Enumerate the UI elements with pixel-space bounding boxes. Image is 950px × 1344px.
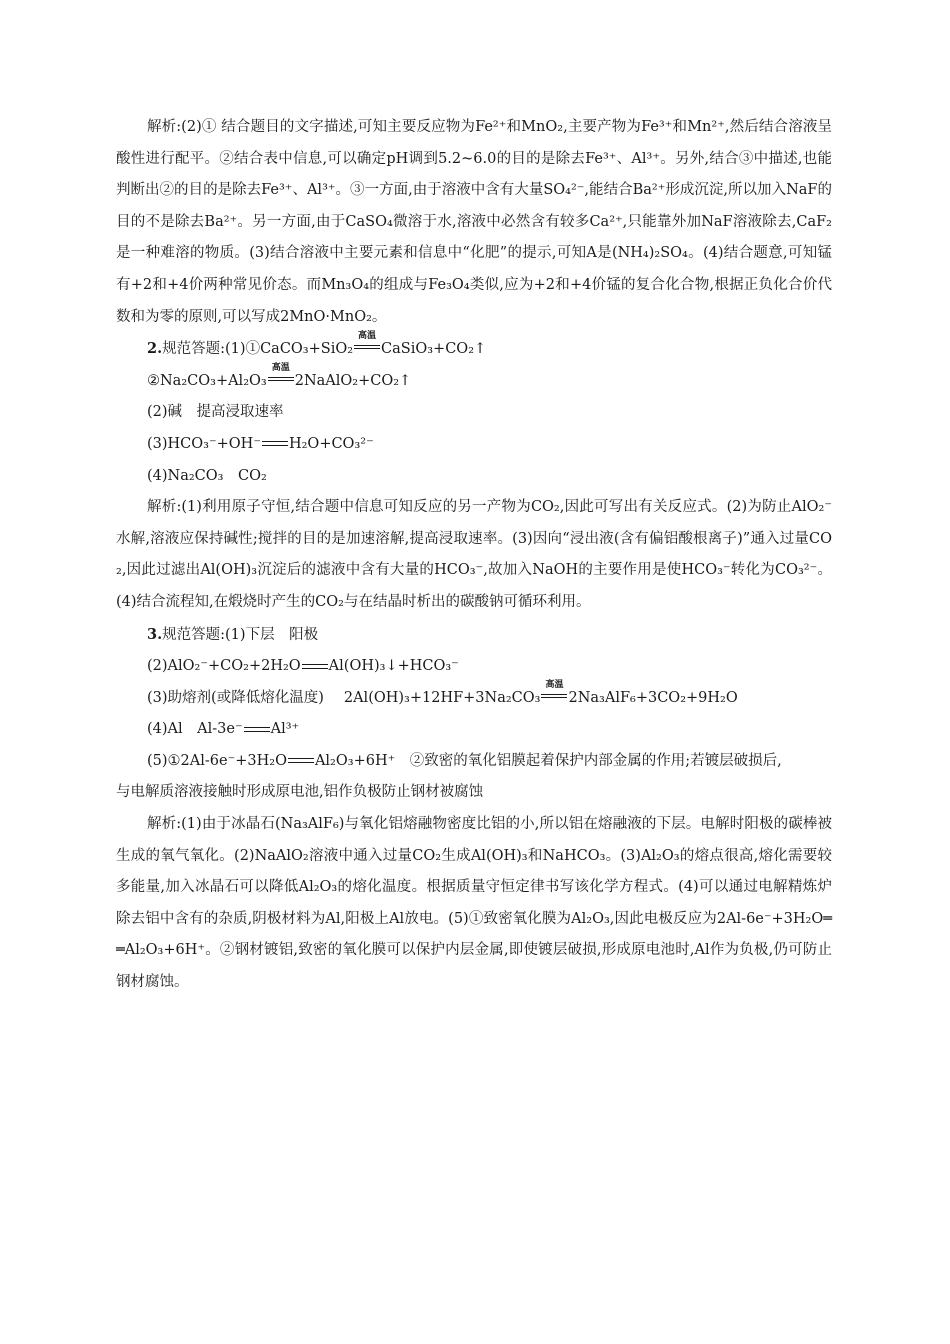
q2-answer-4: (4)Na₂CO₃ CO₂ [147,467,267,484]
q3-answer-5-continued: 与电解质溶液接触时形成原电池,铝作负极防止钢材被腐蚀 [116,784,484,801]
q3-a3-eq-right: 2Na₃AlF₆+3CO₂+9H₂O [568,689,738,706]
q2-a3-left: (3)HCO₃⁻+OH⁻ [147,435,261,452]
equals-sign [262,441,288,446]
q2-answer-1 [116,333,832,366]
condition-label: 高温 [545,679,564,690]
q3-a5-left: (5)①2Al-6e⁻+3H₂O [147,752,287,769]
answer-content [116,112,832,999]
equals-sign [288,758,314,763]
q3-analysis: 解析:(1)由于冰晶石(Na₃AlF₆)与氧化铝熔融物密度比铝的小,所以铝在熔融液的下层。电解时阳极的碳棒被生成的氧气氧化。(2)NaAlO₂溶液中通入过量CO₂生成Al(OH)₃和NaHCO₃。(3)Al₂O₃的熔点很高,熔化需要较多能量,加入冰晶石可以降低Al₂O₃的熔化温度。根据质量守恒定律书写该化学方程式。(4)可以通过电解精炼炉除去铝中含有的杂质,阴极材料为Al,阳极上Al放电。(5)①致密氧化膜为Al₂O₃,因此电极反应为2Al-6e⁻+3H₂O══Al₂O₃+6H⁺。②钢材镀铝,致密的氧化膜可以保护内层金属,即使镀层破损,形成原电池时,Al作为负极,仍可防止钢材腐蚀。 [116,816,832,991]
q3-answer-2 [116,651,832,683]
analysis-paragraph-1: 解析:(2)① 结合题目的文字描述,可知主要反应物为Fe²⁺和MnO₂,主要产物为Fe³⁺和Mn²⁺,然后结合溶液呈酸性进行配平。②结合表中信息,可以确定pH调到5.2~6.0的目的是除去Fe³⁺、Al³⁺。另外,结合③中描述,也能判断出②的目的是除去Fe³⁺、Al³⁺。③一方面,由于溶液中含有大量SO₄²⁻,能结合Ba²⁺形成沉淀,所以加入NaF的目的不是除去Ba²⁺。另一方面,由于CaSO₄微溶于水,溶液中必然含有较多Ca²⁺,只能靠外加NaF溶液除去,CaF₂是一种难溶的物质。(3)结合溶液中主要元素和信息中“化肥”的提示,可知A是(NH₄)₂SO₄。(4)结合题意,可知锰有+2和+4价两种常见价态。而Mn₃O₄的组成与Fe₃O₄类似,应为+2和+4价锰的复合化合物,根据正负化合价代数和为零的原则,可以写成2MnO·MnO₂。 [116,119,832,325]
q2-eq1-right: CaSiO₃+CO₂↑ [381,341,487,358]
q3-a3-text: (3)助熔剂(或降低熔化温度) [147,689,324,706]
q2-eq1-left: CaCO₃+SiO₂ [260,341,354,358]
reaction-condition-arrow [353,331,381,353]
q2-number: 2. [147,340,163,358]
q3-answer-5 [116,746,832,778]
q3-a4-right: Al³⁺ [270,721,300,738]
q2-answer-1-eq2 [116,362,832,398]
q3-a3-eq-left: 2Al(OH)₃+12HF+3Na₂CO₃ [343,689,541,706]
q3-a2-right: Al(OH)₃↓+HCO₃⁻ [328,658,459,675]
q3-answer-4 [116,714,832,746]
q3-intro: 规范答题:(1)下层 阳极 [162,626,319,643]
q3-a5-right: Al₂O₃+6H⁺ ②致密的氧化铝膜起着保护内部金属的作用;若镀层破损后, [314,752,782,769]
q2-eq2-right: 2NaAlO₂+CO₂↑ [294,372,412,389]
q2-intro: 规范答题:(1)① [162,341,261,358]
q2-answer-3 [116,429,832,461]
q3-a4-left: (4)Al Al-3e⁻ [147,721,243,738]
q2-analysis: 解析:(1)利用原子守恒,结合题中信息可知反应的另一产物为CO₂,因此可写出有关反应式。(2)为防止AlO₂⁻水解,溶液应保持碱性;搅拌的目的是加速溶解,提高浸取速率。(3)因向“浸出液(含有偏铝酸根离子)”通入过量CO₂,因此过滤出Al(OH)₃沉淀后的滤液中含有大量的HCO₃⁻,故加入NaOH的主要作用是使HCO₃⁻转化为CO₃²⁻。(4)结合流程知,在煅烧时产生的CO₂与在结晶时析出的碳酸钠可循环利用。 [116,499,832,610]
reaction-condition-arrow [267,362,295,385]
reaction-condition-arrow [540,679,568,702]
q2-answer-2: (2)碱 提高浸取速率 [147,404,284,421]
q3-number: 3. [147,625,163,643]
q2-a3-right: H₂O+CO₃²⁻ [288,435,374,452]
q3-answer-1 [116,619,832,652]
q3-answer-3 [116,679,832,715]
q3-a2-left: (2)AlO₂⁻+CO₂+2H₂O [147,658,301,675]
equals-sign [302,664,328,669]
equals-sign [244,727,270,732]
condition-label: 高温 [358,331,377,342]
condition-label: 高温 [271,362,290,373]
q2-eq2-left: ②Na₂CO₃+Al₂O₃ [147,372,267,389]
